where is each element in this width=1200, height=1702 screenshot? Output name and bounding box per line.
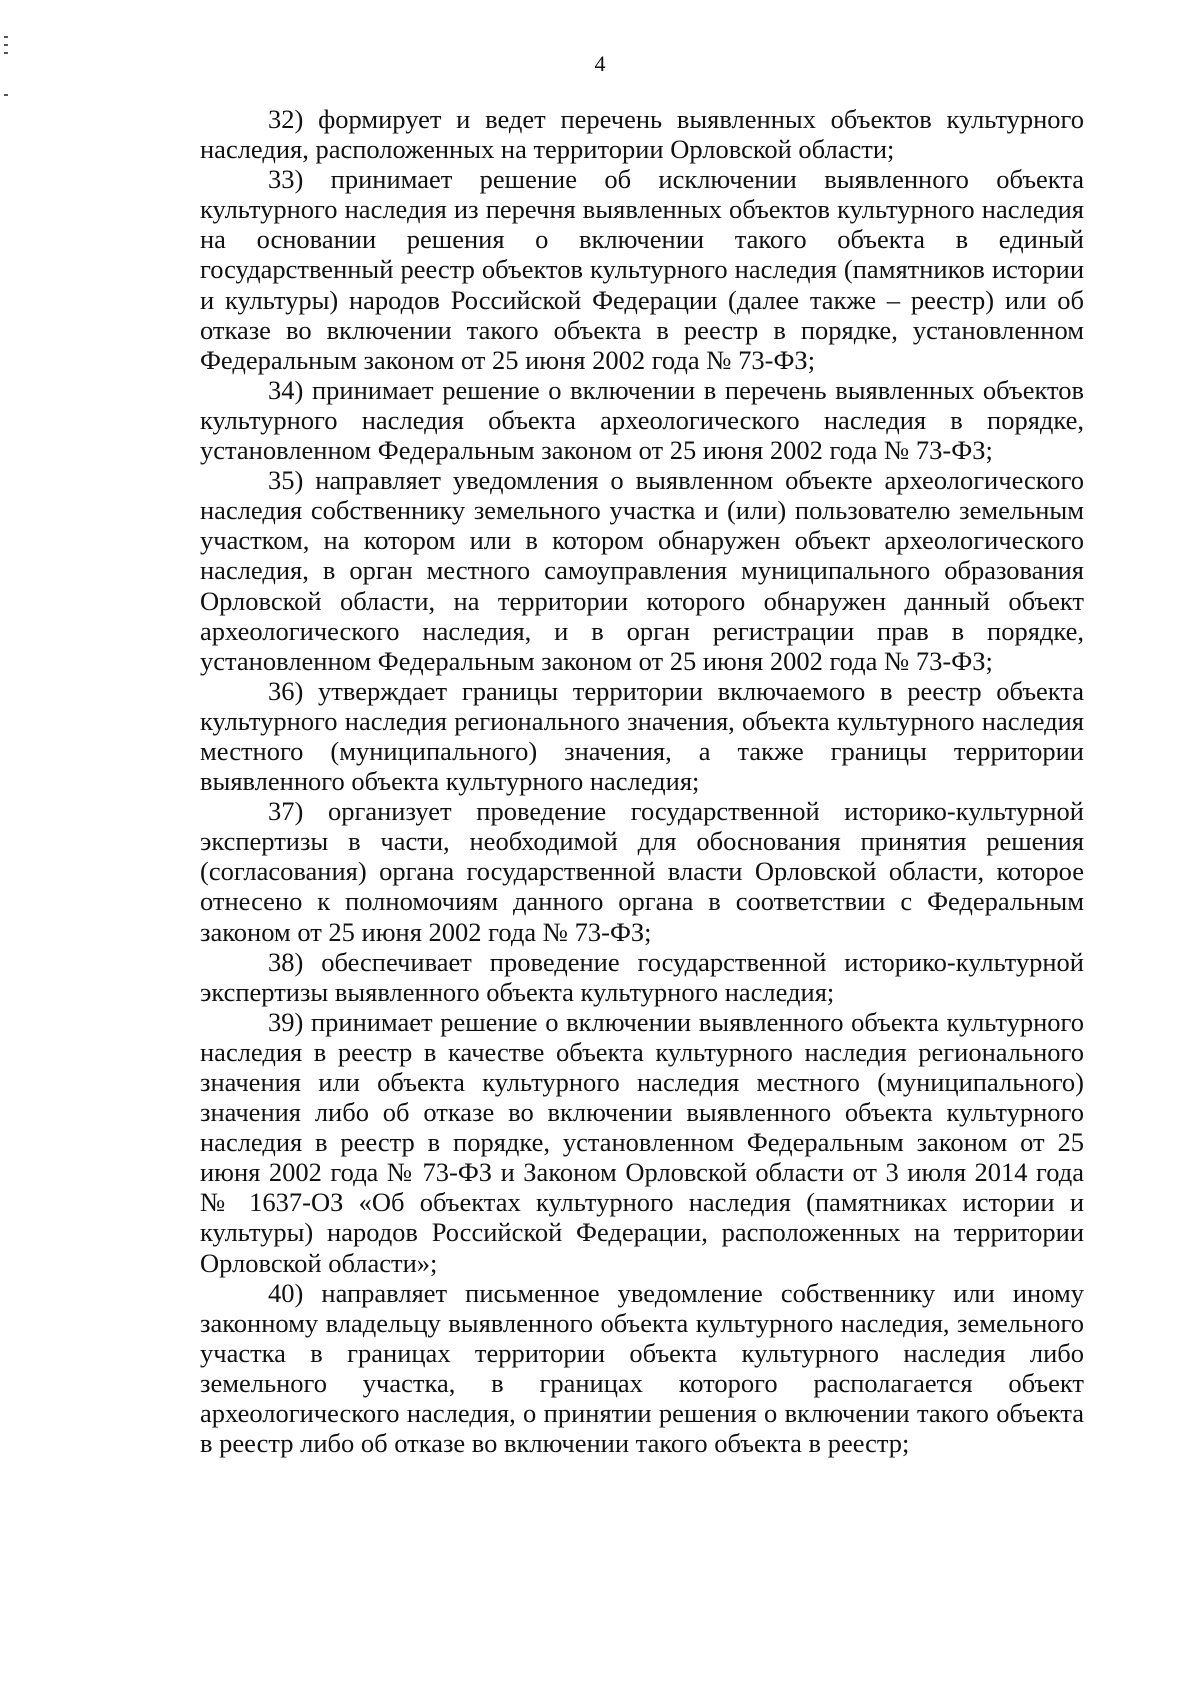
page-number: 4 (594, 51, 606, 76)
paragraph-item-35: 35) направляет уведомления о выявленном объекте археологического наследия собственнику земельного участка и (или) пользователю земельным участком, на котором или в котором обнаружен объект археологического наследия, в орган местного самоуправления муниципального образования Орловской области, на территории которого обнаружен данный объект археологического наследия, и в орган регистрации прав в порядке, установленном Федеральным законом от 25 июня 2002 года № 73-ФЗ; (200, 465, 1084, 676)
paragraph-item-39: 39) принимает решение о включении выявленного объекта культурного наследия в реестр в качестве объекта культурного наследия регионального значения или объекта культурного наследия местного (муниципального) значения либо об отказе во включении выявленного объекта культурного наследия в реестр в порядке, установленном Федеральным законом от 25 июня 2002 года № 73-ФЗ и Законом Орловской области от 3 июля 2014 года № 1637-ОЗ «Об объектах культурного наследия (памятниках истории и культуры) народов Российской Федерации, расположенных на территории Орловской области»; (200, 1006, 1084, 1278)
paragraph-item-37: 37) организует проведение государственной историко-культурной экспертизы в части, необходимой для обоснования принятия решения (согласования) органа государственной власти Орловской области, которое отнесено к полномочиям данного органа в соответствии с Федеральным законом от 25 июня 2002 года № 73-ФЗ; (200, 796, 1084, 947)
paragraph-item-40: 40) направляет письменное уведомление собственнику или иному законному владельцу выявленного объекта культурного наследия, земельного участка в границах территории объекта культурного наследия либо земельного участка, в границах которого располагается объект археологического наследия, о принятии решения о включении такого объекта в реестр либо об отказе во включении такого объекта в реестр; (200, 1277, 1084, 1459)
paragraph-item-32: 32) формирует и ведет перечень выявленных объектов культурного наследия, расположенных на территории Орловской области; (200, 104, 1084, 165)
paragraph-item-33: 33) принимает решение об исключении выявленного объекта культурного наследия из перечня выявленных объектов культурного наследия на основании решения о включении такого объекта в единый государственный реестр объектов культурного наследия (памятников истории и культуры) народов Российской Федерации (далее также – реестр) или об отказе во включении такого объекта в реестр в порядке, установленном Федеральным законом от 25 июня 2002 года № 73-ФЗ; (200, 164, 1084, 375)
document-body (200, 104, 1084, 1458)
paragraph-item-34: 34) принимает решение о включении в перечень выявленных объектов культурного наследия объекта археологического наследия в порядке, установленном Федеральным законом от 25 июня 2002 года № 73-ФЗ; (200, 374, 1084, 466)
paragraph-item-36: 36) утверждает границы территории включаемого в реестр объекта культурного наследия регионального значения, объекта культурного наследия местного (муниципального) значения, а также границы территории выявленного объекта культурного наследия; (200, 675, 1084, 797)
paragraph-item-38: 38) обеспечивает проведение государственной историко-культурной экспертизы выявленного объекта культурного наследия; (200, 946, 1084, 1007)
